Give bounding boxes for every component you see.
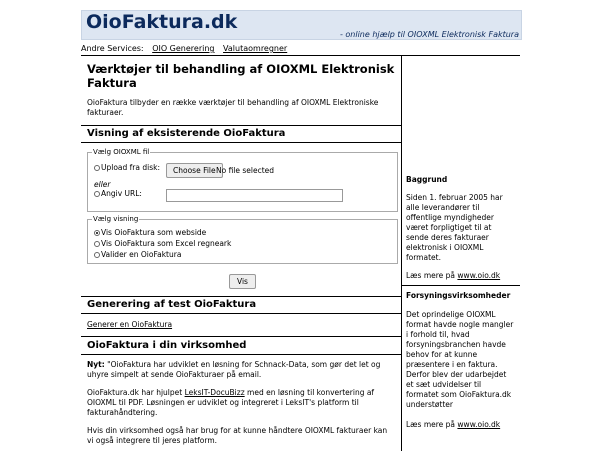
nav-oio-generering[interactable]: OIO Generering xyxy=(152,44,215,53)
divider xyxy=(401,285,520,286)
business-para-2 xyxy=(87,388,395,418)
option-validate[interactable] xyxy=(94,250,181,259)
leksit-link[interactable]: LeksIT-DocuBizz xyxy=(184,388,245,397)
site-tagline: - online hjælp til OIOXML Elektronisk Faktura xyxy=(339,30,519,39)
sidebar-forsyning-text: Det oprindelige OIOXML format havde nogle mangler i forhold til, hvad forsyningsbranchen havde behov for at kunne præsentere i en faktura. Derfor blev der udarbejdet et sæt udvidelser til formatet som OioFaktura.dk understøtter xyxy=(406,310,514,409)
file-legend: Vælg OIOXML fil xyxy=(93,148,150,156)
upload-label: Upload fra disk: xyxy=(101,163,160,172)
option-webside-radio[interactable] xyxy=(94,230,100,236)
intro-text: OioFaktura tilbyder en række værktøjer til behandling af OIOXML Elektroniske fakturaer. xyxy=(87,98,379,117)
read-more-prefix-2: Læs mere på xyxy=(406,420,458,429)
sidebar-read-more xyxy=(406,271,516,281)
url-input[interactable] xyxy=(166,189,343,202)
choose-file-button[interactable]: Choose File xyxy=(166,163,223,178)
business-para-3: Hvis din virksomhed også har brug for at kunne håndtere OIOXML fakturaer kan vi også integrere til jeres platform. xyxy=(87,426,388,445)
divider xyxy=(81,313,401,314)
divider xyxy=(81,142,401,143)
submit-button[interactable]: Vis xyxy=(229,274,256,289)
view-section-heading: Visning af eksisterende OioFaktura xyxy=(87,128,286,139)
news-text: "OioFaktura har udviklet en løsning for Schnack-Data, som gør det let og uhyre simpelt at sende OioFakturaer på email. xyxy=(87,360,381,379)
url-label: Angiv URL: xyxy=(101,189,142,198)
divider xyxy=(81,354,401,355)
site-header xyxy=(81,10,522,40)
or-text: eller xyxy=(94,180,111,189)
no-file-text: No file selected xyxy=(216,166,275,175)
upload-radio[interactable] xyxy=(94,165,100,171)
option-excel-label: Vis OioFaktura som Excel regneark xyxy=(101,239,232,248)
para2-b: med en løsning til konvertering af OIOXML til PDF. Løsningen er udviklet og integreret i LeksIT's platform til fakturahåndtering. xyxy=(87,388,375,417)
option-webside-label: Vis OioFaktura som webside xyxy=(101,228,207,237)
option-webside[interactable] xyxy=(94,228,206,237)
generate-link[interactable]: Generer en OioFaktura xyxy=(87,320,173,329)
sidebar-baggrund-text: Siden 1. februar 2005 har alle leverandører til offentlige myndigheder været forpligtiget til at sende deres fakturaer elektronisk i OIOXML formatet. xyxy=(406,193,503,262)
read-more-prefix: Læs mere på xyxy=(406,271,458,280)
site-title[interactable]: OioFaktura.dk xyxy=(86,11,238,33)
news-label: Nyt: xyxy=(87,360,105,369)
upload-row xyxy=(94,163,160,172)
sidebar-baggrund-heading: Baggrund xyxy=(406,175,448,184)
option-excel[interactable] xyxy=(94,239,231,248)
para2-a: OioFaktura.dk har hjulpet xyxy=(87,388,185,397)
display-legend: Vælg visning xyxy=(93,215,139,223)
sidebar-read-more-2 xyxy=(406,420,516,430)
nav-label: Andre Services: xyxy=(81,44,144,53)
url-radio[interactable] xyxy=(94,191,100,197)
oio-link-2[interactable]: www.oio.dk xyxy=(457,420,501,429)
top-nav xyxy=(81,44,293,53)
option-validate-radio[interactable] xyxy=(94,252,100,258)
business-section-heading: OioFaktura i din virksomhed xyxy=(87,340,247,351)
option-excel-radio[interactable] xyxy=(94,241,100,247)
divider xyxy=(81,336,401,337)
sidebar-forsyning-heading: Forsyningsvirksomheder xyxy=(406,291,511,300)
url-row xyxy=(94,189,142,198)
divider xyxy=(81,125,401,126)
generate-section-heading: Generering af test OioFaktura xyxy=(87,299,257,310)
nav-valutaomregner[interactable]: Valutaomregner xyxy=(223,44,288,53)
business-news xyxy=(87,360,395,380)
divider xyxy=(81,296,401,297)
option-validate-label: Valider en OioFaktura xyxy=(101,250,182,259)
oio-link[interactable]: www.oio.dk xyxy=(457,271,501,280)
page-heading: Værktøjer til behandling af OIOXML Elektronisk Faktura xyxy=(87,62,395,90)
file-fieldset xyxy=(87,148,398,212)
